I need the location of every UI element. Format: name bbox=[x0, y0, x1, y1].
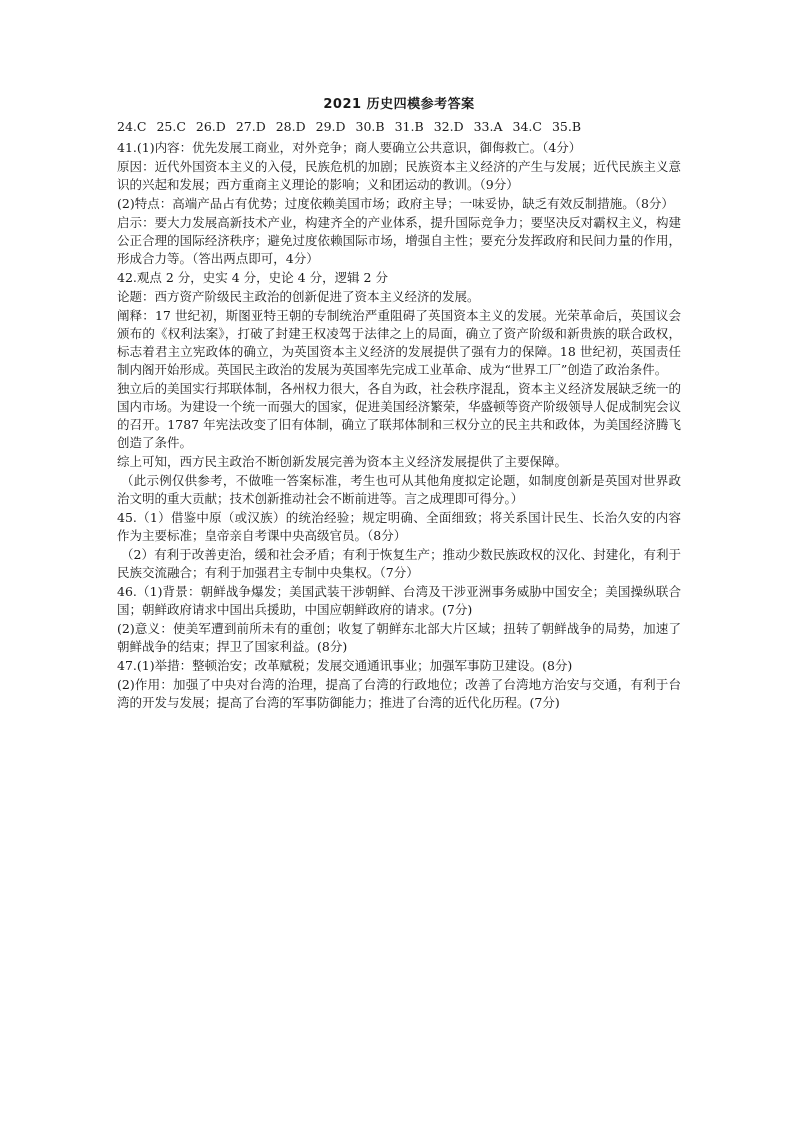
answer-28: 28.D bbox=[275, 119, 306, 134]
multiple-choice-answers bbox=[117, 118, 681, 136]
answer-35: 35.B bbox=[551, 119, 582, 134]
answer-31: 31.B bbox=[394, 119, 424, 134]
q47-part1-measures: 47.(1)举措：整顿治安；改革赋税；发展交通通讯事业；加强军事防卫建设。(8分) bbox=[117, 658, 573, 673]
answer-30: 30.B bbox=[355, 119, 385, 134]
answer-24: 24.C bbox=[117, 119, 147, 134]
answer-25: 25.C bbox=[156, 119, 186, 134]
q41-part2-lessons: 启示：要大力发展高新技术产业，构建齐全的产业体系，提升国际竞争力；要坚决反对霸权主义，构建公正合理的国际经济秩序；避免过度依赖国际市场，增强自主性；要充分发挥政府和民间力量的作用，形成合力等。（答出两点即可，4分） bbox=[117, 215, 681, 266]
answer-32: 32.D bbox=[433, 119, 464, 134]
answer-34: 34.C bbox=[512, 119, 542, 134]
q45-part2: （2）有利于改善吏治，缓和社会矛盾；有利于恢复生产；推动少数民族政权的汉化、封建化，有利于民族交流融合；有利于加强君主专制中央集权。（7分） bbox=[117, 547, 681, 580]
answer-33: 33.A bbox=[473, 119, 503, 134]
q42-thesis: 论题：西方资产阶级民主政治的创新促进了资本主义经济的发展。 bbox=[117, 289, 480, 304]
answer-document bbox=[117, 96, 681, 713]
answer-29: 29.D bbox=[315, 119, 346, 134]
q42-scoring: 42.观点 2 分，史实 4 分，史论 4 分，逻辑 2 分 bbox=[117, 270, 388, 285]
q45-part1: 45.（1）借鉴中原（或汉族）的统治经验；规定明确、全面细致；将关系国计民生、长治久安的内容作为主要标准；皇帝亲自考课中央高级官员。（8分） bbox=[117, 510, 681, 543]
q47-part2-effects: (2)作用：加强了中央对台湾的治理，提高了台湾的行政地位；改善了台湾地方治安与交通，有利于台湾的开发与发展；提高了台湾的军事防御能力；推进了台湾的近代化历程。(7分) bbox=[117, 677, 681, 710]
q42-explanation-britain: 阐释：17 世纪初，斯图亚特王朝的专制统治严重阻碍了英国资本主义的发展。光荣革命后，英国议会颁布的《权利法案》，打破了封建王权凌驾于法律之上的局面，确立了资产阶级和新贵族的联合政权，标志着君主立宪政体的确立，为英国资本主义经济的发展提供了强有力的保障。18 世纪初，英国责任制内阁开始形成。英国民主政治的发展为英国率先完成工业革命、成为“世界工厂”创造了政治条件。 bbox=[117, 308, 681, 377]
q41-part1-content: 41.(1)内容：优先发展工商业，对外竞争；商人要确立公共意识，御侮救亡。（4分） bbox=[117, 140, 582, 155]
q41-part1-reasons: 原因：近代外国资本主义的入侵，民族危机的加剧；民族资本主义经济的产生与发展；近代民族主义意识的兴起和发展；西方重商主义理论的影响；义和团运动的教训。（9分） bbox=[117, 159, 681, 192]
q42-note: （此示例仅供参考，不做唯一答案标准，考生也可从其他角度拟定论题，如制度创新是英国对世界政治文明的重大贡献；技术创新推动社会不断前进等。言之成理即可得分。） bbox=[117, 473, 681, 506]
answer-26: 26.D bbox=[195, 119, 226, 134]
q41-part2-features: (2)特点：高端产品占有优势；过度依赖美国市场；政府主导；一味妥协，缺乏有效反制措施。（8分） bbox=[117, 196, 674, 211]
q42-explanation-usa: 独立后的美国实行邦联体制，各州权力很大，各自为政，社会秩序混乱，资本主义经济发展缺乏统一的国内市场。为建设一个统一而强大的国家，促进美国经济繁荣，华盛顿等资产阶级领导人促成制宪会议的召开。1787 年宪法改变了旧有体制，确立了联邦体制和三权分立的民主共和政体，为美国经济腾飞创造了条件。 bbox=[117, 381, 681, 450]
answer-27: 27.D bbox=[235, 119, 266, 134]
q42-conclusion: 综上可知，西方民主政治不断创新发展完善为资本主义经济发展提供了主要保障。 bbox=[117, 454, 568, 469]
q46-part2-significance: (2)意义：使美军遭到前所未有的重创；收复了朝鲜东北部大片区域；扭转了朝鲜战争的局势，加速了朝鲜战争的结束；捍卫了国家利益。(8分) bbox=[117, 621, 681, 654]
q46-part1-background: 46.（1)背景：朝鲜战争爆发；美国武装干涉朝鲜、台湾及干涉亚洲事务威胁中国安全；美国操纵联合国；朝鲜政府请求中国出兵援助，中国应朝鲜政府的请求。(7分) bbox=[117, 584, 681, 617]
document-title: 2021 历史四模参考答案 bbox=[323, 97, 475, 112]
